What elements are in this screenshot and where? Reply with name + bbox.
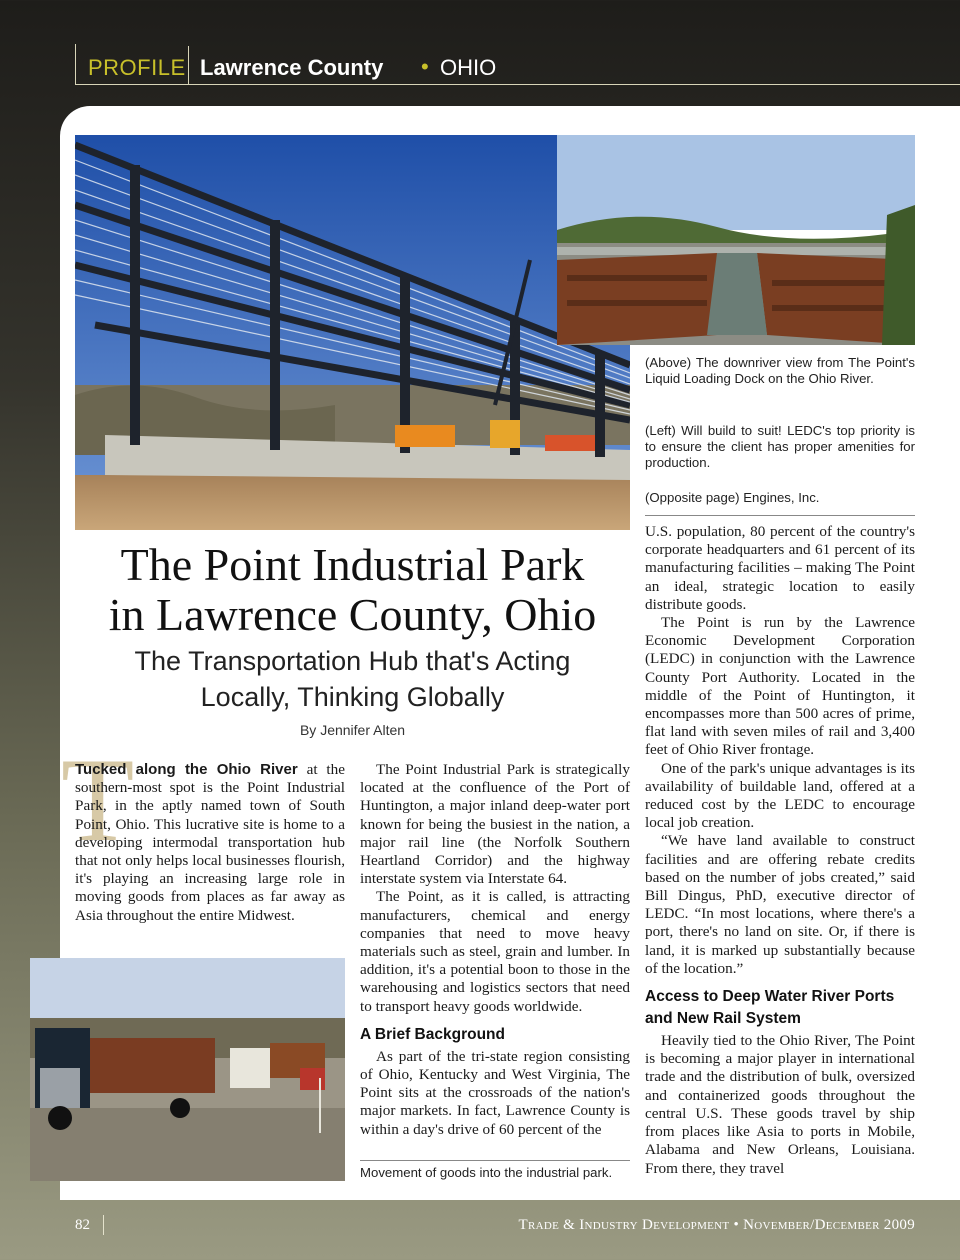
paragraph: U.S. population, 80 percent of the country's corporate headquarters and 61 percent of its manufacturing facilities – making The Point an ideal, strategic location to easily distribute goods.	[645, 523, 915, 613]
paragraph: The Point is run by the Lawrence Economic Development Corporation (LEDC) in conjunction with the Lawrence County Port Authority. Located in the middle of the Point of Huntington, it encompasses more than 500 acres of prime, flat land with seven miles of rail and 3,400 feet of Ohio River frontage.	[645, 614, 915, 759]
footer-divider	[103, 1215, 104, 1235]
subtitle-line-2: Locally, Thinking Globally	[200, 682, 505, 712]
column-2	[360, 761, 630, 1139]
page-footer	[75, 1213, 915, 1239]
state-label: OHIO	[440, 55, 497, 80]
header-divider	[188, 46, 189, 84]
steel-frame-photo	[75, 135, 630, 530]
page-header	[75, 44, 960, 85]
caption-rule	[645, 515, 915, 516]
subtitle-line-1: The Transportation Hub that's Acting	[134, 646, 571, 676]
section-heading-background: A Brief Background	[360, 1025, 505, 1043]
paragraph: The Point, as it is called, is attracting manufacturers, chemical and energy companies that need to move heavy materials such as steel, grain and lumber. In addition, it's a potential boon to those in the warehousing and logistics sectors that need to transport heavy goods worldwide.	[360, 888, 630, 1015]
publication-line: Trade & Industry Development • November/December 2009	[518, 1217, 915, 1233]
lead-text: at the southern-most spot is the Point Industrial Park, in the aptly named town of South Point, Ohio. This lucrative site is home to a developing intermodal transportation hub that not only helps local businesses flourish, it's playing an increasing large role in moving goods from places as far away as Asia throughout the entire Midwest.	[75, 761, 345, 924]
caption-opposite: (Opposite page) Engines, Inc.	[645, 490, 820, 505]
title-line-1: The Point Industrial Park	[120, 539, 585, 590]
title-line-2: in Lawrence County, Ohio	[108, 589, 597, 640]
lead-paragraph	[75, 761, 345, 925]
article-subtitle	[75, 643, 630, 715]
byline: By Jennifer Alten	[299, 722, 406, 738]
page-number: 82	[75, 1217, 90, 1233]
paragraph: “We have land available to construct facilities and are offering rebate credits based on the number of jobs created,” said Bill Dingus, PhD, executive director of LEDC. “In most locations, where there's a port, there's no land on site. Or, if there is land, it is marked up substantially because of the location.”	[645, 832, 915, 977]
bullet-separator: •	[421, 54, 429, 79]
caption-left: (Left) Will build to suit! LEDC's top priority is to ensure the client has proper amenities for production.	[645, 423, 915, 470]
caption-movement: Movement of goods into the industrial park.	[360, 1160, 630, 1180]
article-title	[75, 540, 630, 640]
column-3	[645, 523, 915, 1178]
section-label: PROFILE	[88, 55, 186, 80]
county-label: Lawrence County	[200, 55, 384, 80]
drop-cap: T	[61, 733, 135, 866]
paragraph: The Point Industrial Park is strategically located at the confluence of the Port of Huntington, a major inland deep-water port known for being the busiest in the nation, a major rail line (the Norfolk Southern Heartland Corridor) and the highway interstate system via Interstate 64.	[360, 761, 630, 888]
lead-bold: Tucked along the Ohio River	[75, 761, 298, 778]
river-dock-photo	[557, 135, 915, 345]
paragraph: Heavily tied to the Ohio River, The Point is becoming a major player in international trade and the distribution of bulk, oversized and containerized goods throughout the central U.S. These goods travel by ship from places like Asia to ports in Mobile, Alabama and New Orleans, Louisiana. From there, they travel	[645, 1032, 915, 1177]
caption-above: (Above) The downriver view from The Point's Liquid Loading Dock on the Ohio River.	[645, 355, 915, 386]
paragraph: One of the park's unique advantages is its availability of buildable land, offered at a reduced cost by the LEDC to encourage local job creation.	[645, 759, 915, 832]
trucks-photo	[30, 958, 345, 1181]
column-1	[75, 761, 345, 925]
paragraph: As part of the tri-state region consisting of Ohio, Kentucky and West Virginia, The Point sits at the crossroads of the nation's major markets. In fact, Lawrence County is within a day's drive of 60 percent of the	[360, 1047, 630, 1138]
section-heading-access: Access to Deep Water River Ports and New Rail System	[645, 988, 895, 1028]
